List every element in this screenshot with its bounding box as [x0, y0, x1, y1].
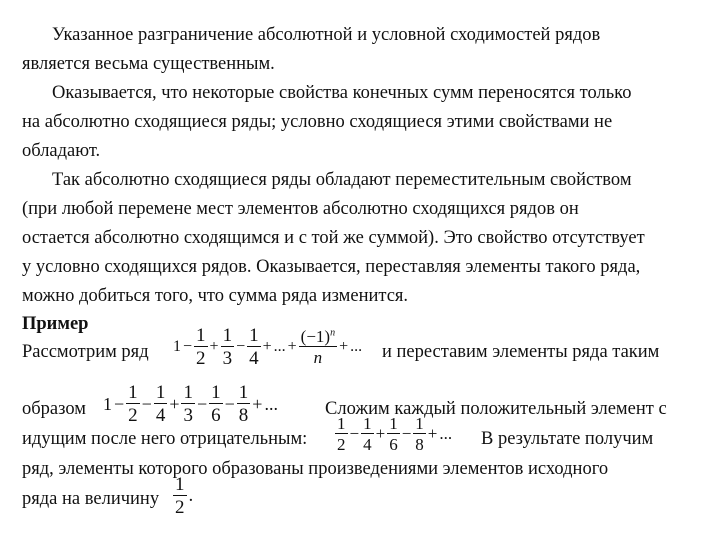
- formula-series-3: $\frac{1}{2}$ − $\frac{1}{4}$ + $\frac{1}{6}$ − $\frac{1}{8}$ + ...: [337, 414, 453, 454]
- paragraph-2-line-3: обладают.: [22, 141, 101, 161]
- formula-series-1: 1 − $\frac{1}{2}$ + $\frac{1}{3}$ − $\frac{1}{4}$ + ... + $\frac{(-1)^n}{n}$ + ...: [173, 325, 363, 369]
- following-text: идущим после него отрицательным:: [22, 429, 308, 449]
- consider-text: Рассмотрим ряд: [22, 342, 149, 362]
- way-text: образом: [22, 399, 86, 419]
- result-text: В результате получим: [481, 429, 654, 449]
- formula-series-2: 1 − $\frac{1}{2}$ − $\frac{1}{4}$ + $\frac{1}{3}$ − $\frac{1}{6}$ − $\frac{1}{8}$ + ...: [103, 382, 278, 426]
- series-sentence: ряд, элементы которого образованы произведениями элементов исходного: [22, 459, 609, 479]
- formula-half: $\frac{1}{2}$ .: [175, 474, 194, 518]
- paragraph-3-line-2: (при любой перемене мест элементов абсолютно сходящихся рядов он: [22, 199, 579, 219]
- paragraph-3-line-4: у условно сходящихся рядов. Оказывается, переставляя элементы такого ряда,: [22, 257, 641, 277]
- by-value-text: ряда на величину: [22, 489, 160, 509]
- paragraph-3-line-5: можно добиться того, что сумма ряда изменится.: [22, 286, 409, 306]
- add-sentence: Сложим каждый положительный элемент с: [325, 399, 667, 419]
- example-heading: Пример: [22, 314, 89, 334]
- paragraph-3-line-1: Так абсолютно сходящиеся ряды обладают переместительным свойством: [52, 170, 632, 190]
- period: .: [188, 485, 194, 506]
- paragraph-3-line-3: остается абсолютно сходящимся и с той же суммой). Это свойство отсутствует: [22, 228, 645, 248]
- paragraph-1-line-2: является весьма существенным.: [22, 54, 275, 74]
- paragraph-2-line-2: на абсолютно сходящиеся ряды; условно сходящиеся этими свойствами не: [22, 112, 613, 132]
- rearrange-text: и переставим элементы ряда таким: [382, 342, 660, 362]
- paragraph-1-line-1: Указанное разграничение абсолютной и условной сходимостей рядов: [52, 25, 601, 45]
- paragraph-2-line-1: Оказывается, что некоторые свойства конечных сумм переносятся только: [52, 83, 632, 103]
